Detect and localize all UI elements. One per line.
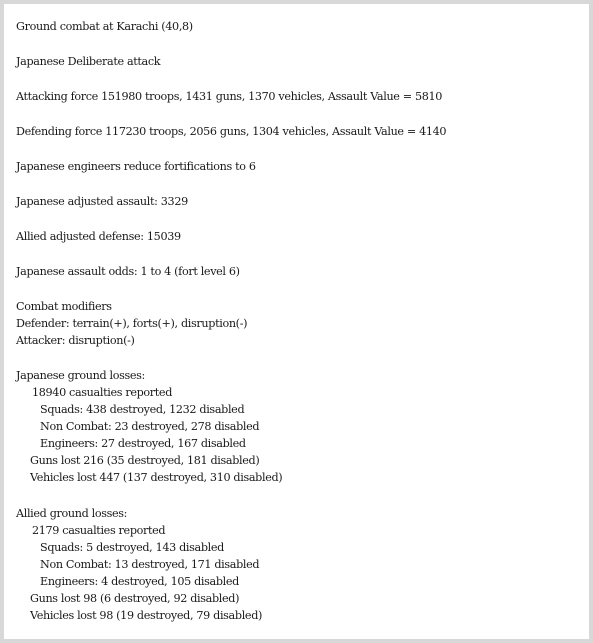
adjusted-assault: Japanese adjusted assault: 3329 bbox=[16, 195, 188, 208]
japanese-casualties: 18940 casualties reported bbox=[32, 386, 173, 399]
combat-report-text bbox=[16, 18, 581, 631]
defender-modifiers: Defender: terrain(+), forts(+), disruption(-) bbox=[16, 317, 248, 330]
assault-odds: Japanese assault odds: 1 to 4 (fort level 6) bbox=[16, 265, 240, 278]
defending-force: Defending force 117230 troops, 2056 guns, 1304 vehicles, Assault Value = 4140 bbox=[16, 125, 447, 138]
allied-guns-lost: Guns lost 98 (6 destroyed, 92 disabled) bbox=[30, 592, 240, 605]
attack-type: Japanese Deliberate attack bbox=[16, 55, 161, 68]
attacker-modifiers: Attacker: disruption(-) bbox=[16, 334, 135, 347]
allied-squads: Squads: 5 destroyed, 143 disabled bbox=[40, 541, 224, 554]
allied-casualties: 2179 casualties reported bbox=[32, 524, 166, 537]
allied-vehicles-lost: Vehicles lost 98 (19 destroyed, 79 disabled) bbox=[30, 609, 263, 622]
japanese-squads: Squads: 438 destroyed, 1232 disabled bbox=[40, 403, 245, 416]
combat-modifiers-heading: Combat modifiers bbox=[16, 300, 112, 313]
japanese-engineers: Engineers: 27 destroyed, 167 disabled bbox=[40, 437, 246, 450]
japanese-non-combat: Non Combat: 23 destroyed, 278 disabled bbox=[40, 420, 260, 433]
allied-losses-heading: Allied ground losses: bbox=[16, 507, 128, 520]
report-title: Ground combat at Karachi (40,8) bbox=[16, 20, 193, 33]
adjusted-defense: Allied adjusted defense: 15039 bbox=[16, 230, 181, 243]
attacking-force: Attacking force 151980 troops, 1431 guns, 1370 vehicles, Assault Value = 5810 bbox=[16, 90, 443, 103]
combat-report-window bbox=[4, 4, 589, 639]
allied-non-combat: Non Combat: 13 destroyed, 171 disabled bbox=[40, 558, 260, 571]
japanese-losses-heading: Japanese ground losses: bbox=[16, 369, 145, 382]
engineers-fortification: Japanese engineers reduce fortifications to 6 bbox=[16, 160, 256, 173]
allied-engineers: Engineers: 4 destroyed, 105 disabled bbox=[40, 575, 239, 588]
japanese-vehicles-lost: Vehicles lost 447 (137 destroyed, 310 disabled) bbox=[30, 471, 283, 484]
japanese-guns-lost: Guns lost 216 (35 destroyed, 181 disabled) bbox=[30, 454, 260, 467]
